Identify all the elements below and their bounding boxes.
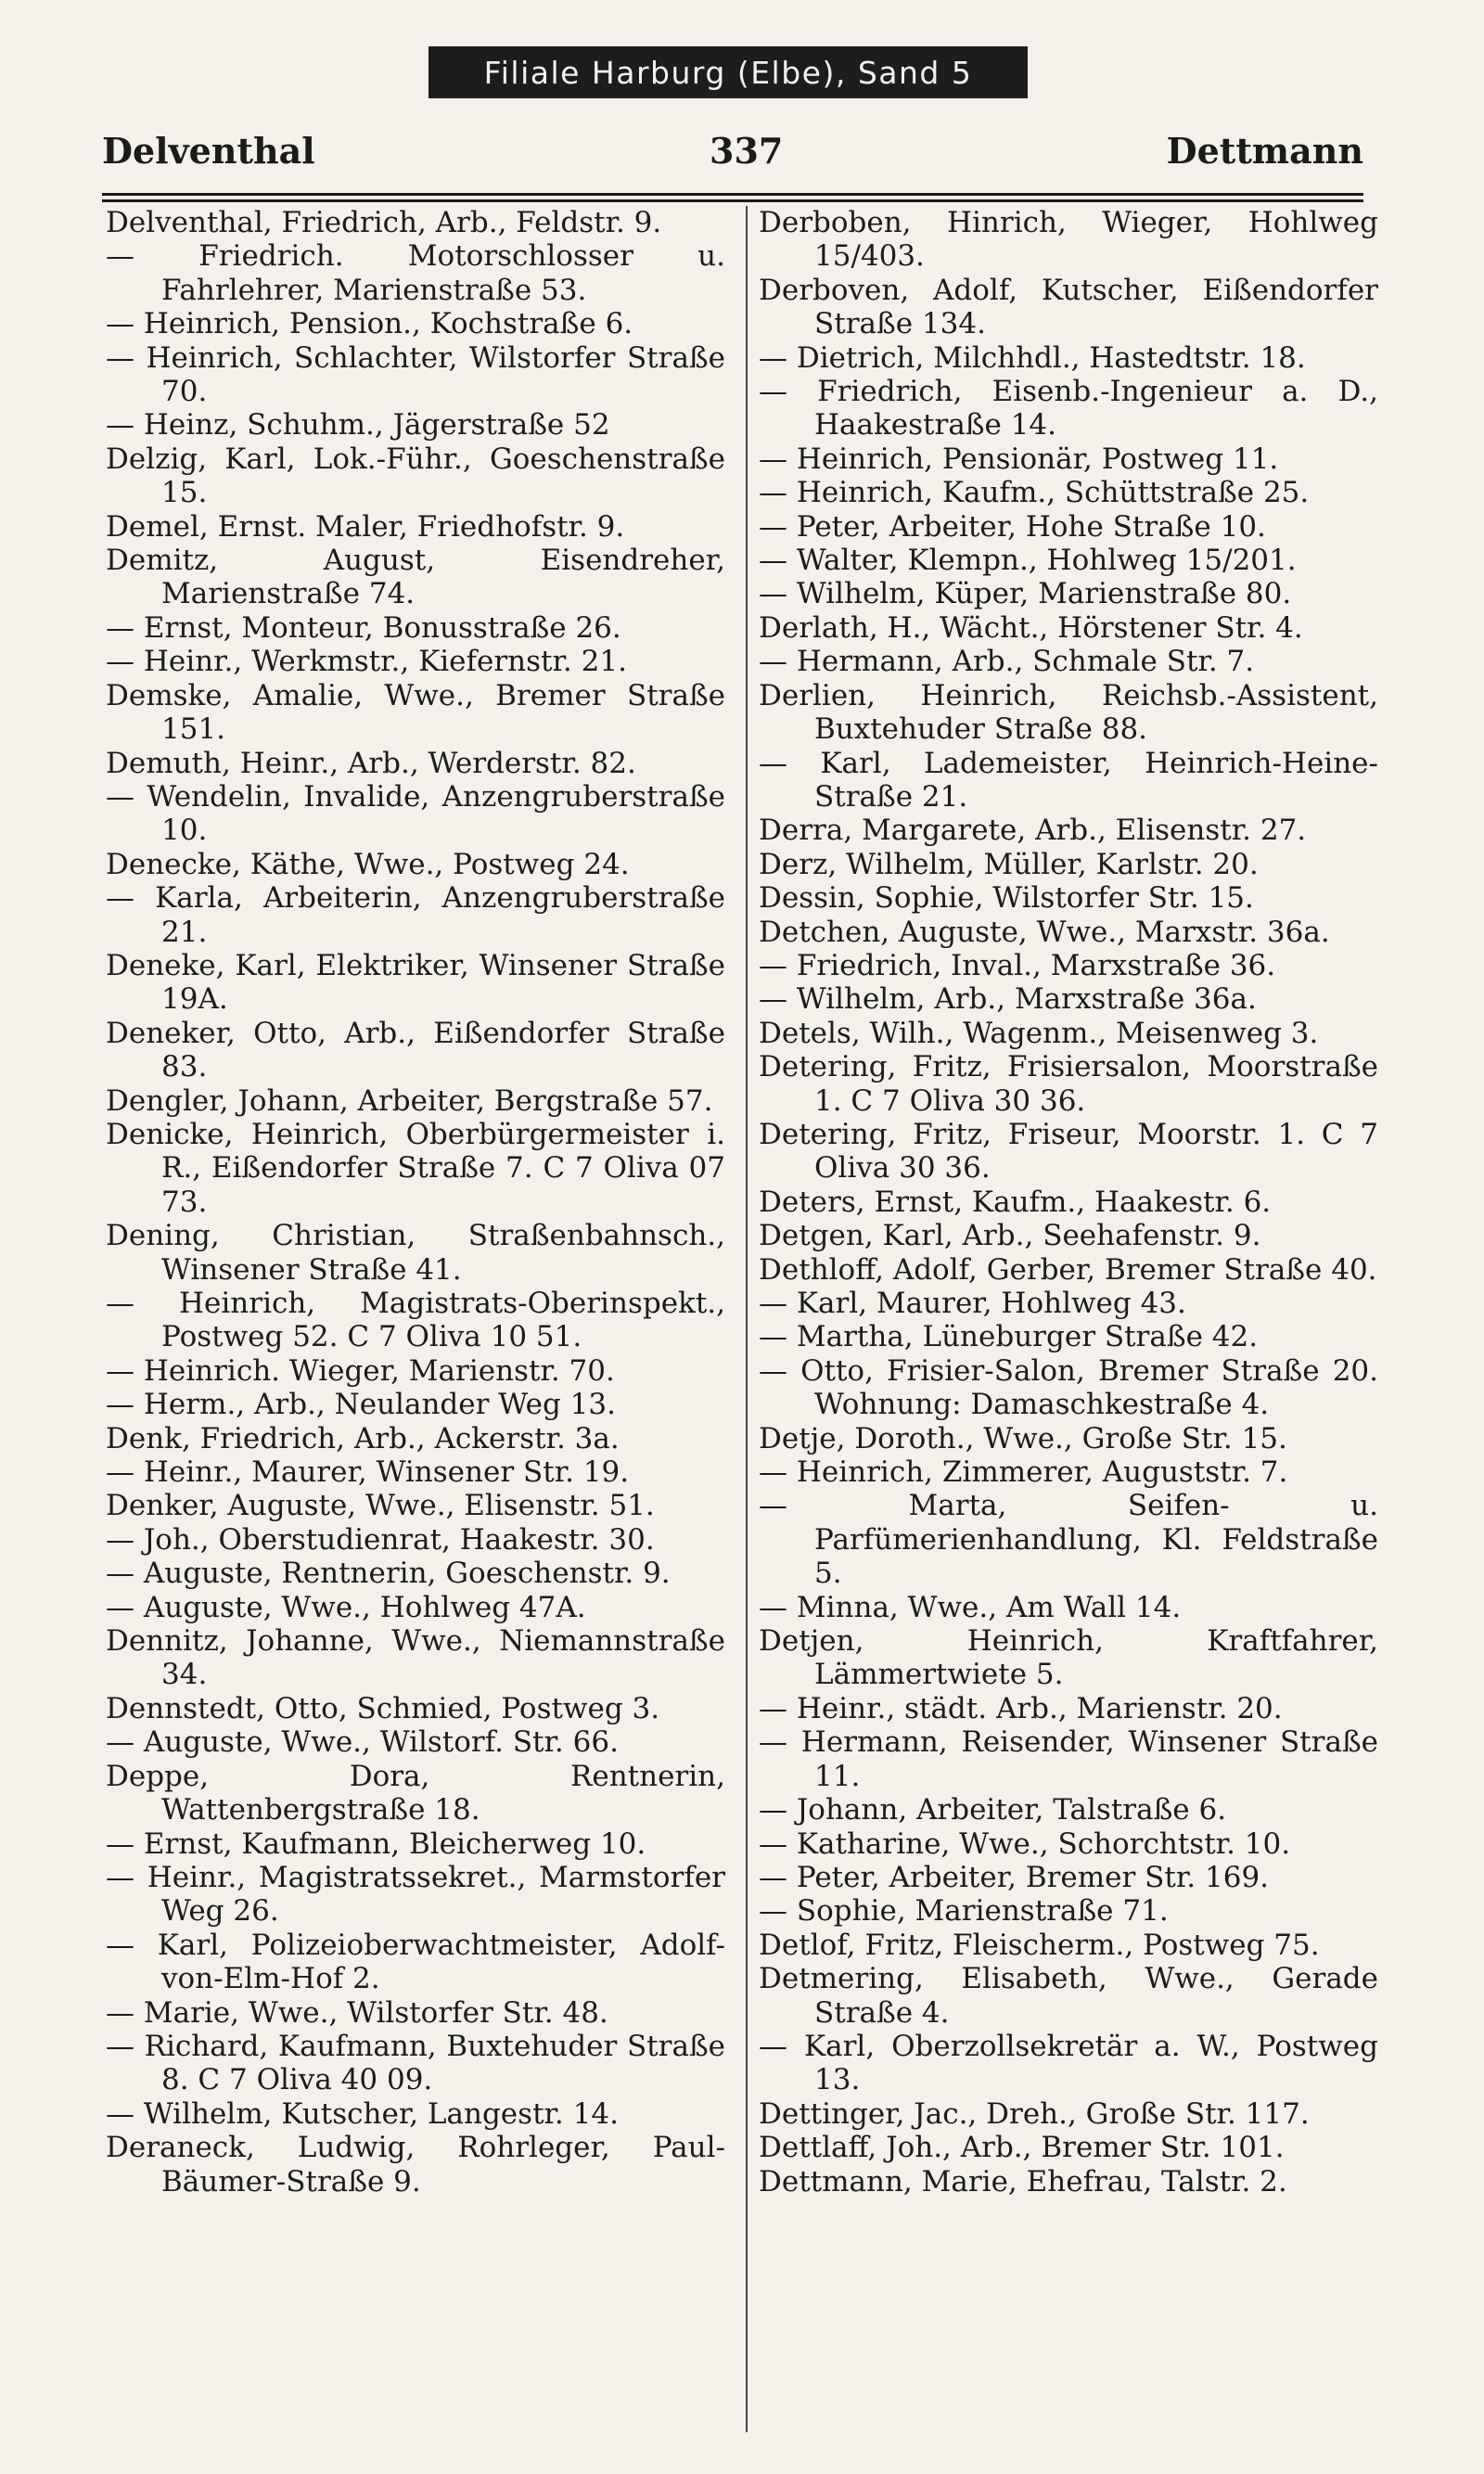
- directory-entry: Dettmann, Marie, Ehefrau, Talstr. 2.: [759, 2164, 1287, 2198]
- directory-entry: Deraneck, Ludwig, Rohrleger, Paul-Bäumer-Straße 9.: [106, 2131, 725, 2198]
- page-number: 337: [710, 130, 784, 172]
- directory-entry: — Karl, Polizeioberwachtmeister, Adolf-von-Elm-Hof 2.: [106, 1928, 725, 1996]
- directory-entry: — Heinr., Magistratssekret., Marmstorfer Weg 26.: [106, 1860, 725, 1929]
- directory-entry: — Wilhelm, Kutscher, Langestr. 14.: [106, 2096, 619, 2131]
- header-rule-top: [102, 193, 1363, 196]
- directory-entry: — Wilhelm, Küper, Marienstraße 80.: [759, 577, 1292, 611]
- directory-entry: Detering, Fritz, Friseur, Moorstr. 1. C 7 Oliva 30 36.: [759, 1117, 1378, 1186]
- directory-entry: Dessin, Sophie, Wilstorfer Str. 15.: [759, 881, 1254, 916]
- directory-entry: Dettinger, Jac., Dreh., Große Str. 117.: [759, 2096, 1310, 2131]
- directory-entry: — Sophie, Marienstraße 71.: [759, 1894, 1169, 1929]
- directory-entry: — Hermann, Reisender, Winsener Straße 11.: [759, 1725, 1378, 1793]
- directory-entry: — Heinrich, Pensionär, Postweg 11.: [759, 442, 1279, 476]
- directory-entry: Denecke, Käthe, Wwe., Postweg 24.: [106, 847, 630, 881]
- directory-entry: — Friedrich. Motorschlosser u. Fahrlehrer, Marienstraße 53.: [106, 239, 725, 307]
- directory-entry: Derboben, Hinrich, Wieger, Hohlweg 15/403.: [759, 206, 1378, 274]
- directory-entry: — Friedrich, Eisenb.-Ingenieur a. D., Haakestraße 14.: [759, 375, 1378, 442]
- directory-entry: — Otto, Frisier-Salon, Bremer Straße 20. Wohnung: Damaschkestraße 4.: [759, 1353, 1378, 1422]
- directory-entry: Detchen, Auguste, Wwe., Marxstr. 36a.: [759, 915, 1330, 949]
- directory-entry: Deneker, Otto, Arb., Eißendorfer Straße 83.: [106, 1016, 725, 1084]
- directory-entry: — Johann, Arbeiter, Talstraße 6.: [759, 1793, 1227, 1827]
- directory-entry: Dennitz, Johanne, Wwe., Niemannstraße 34.: [106, 1624, 725, 1692]
- directory-entry: Demske, Amalie, Wwe., Bremer Straße 151.: [106, 678, 725, 747]
- directory-entry: Denicke, Heinrich, Oberbürgermeister i. R., Eißendorfer Straße 7. C 7 Oliva 07 73.: [106, 1117, 725, 1219]
- directory-entry: Denker, Auguste, Wwe., Elisenstr. 51.: [106, 1489, 655, 1523]
- directory-entry: — Auguste, Wwe., Wilstorf. Str. 66.: [106, 1725, 619, 1760]
- directory-entry: Derra, Margarete, Arb., Elisenstr. 27.: [759, 814, 1307, 848]
- directory-entry: — Karl, Lademeister, Heinrich-Heine-Straße 21.: [759, 746, 1378, 814]
- directory-entry: — Karl, Oberzollsekretär a. W., Postweg 13.: [759, 2029, 1378, 2097]
- directory-entry: — Heinrich, Zimmerer, Auguststr. 7.: [759, 1455, 1288, 1490]
- branch-banner: Filiale Harburg (Elbe), Sand 5: [429, 46, 1028, 98]
- directory-entry: Deneke, Karl, Elektriker, Winsener Straße 19A.: [106, 948, 725, 1017]
- directory-entry: Detels, Wilh., Wagenm., Meisenweg 3.: [759, 1016, 1319, 1050]
- left-column: [106, 206, 725, 2198]
- directory-entry: — Ernst, Monteur, Bonusstraße 26.: [106, 610, 621, 645]
- directory-entry: — Karla, Arbeiterin, Anzengruberstraße 21.: [106, 881, 725, 949]
- directory-entry: — Wendelin, Invalide, Anzengruberstraße 10.: [106, 779, 725, 848]
- directory-entry: Delzig, Karl, Lok.-Führ., Goeschenstraße 15.: [106, 442, 725, 510]
- directory-entry: — Walter, Klempn., Hohlweg 15/201.: [759, 544, 1297, 578]
- directory-entry: — Minna, Wwe., Am Wall 14.: [759, 1590, 1182, 1624]
- directory-entry: Dening, Christian, Straßenbahnsch., Winsener Straße 41.: [106, 1219, 725, 1287]
- directory-entry: — Heinrich, Kaufm., Schüttstraße 25.: [759, 476, 1310, 510]
- directory-entry: — Herm., Arb., Neulander Weg 13.: [106, 1388, 616, 1422]
- directory-entry: Demel, Ernst. Maler, Friedhofstr. 9.: [106, 509, 625, 544]
- header-last-name: Dettmann: [1166, 130, 1363, 172]
- directory-entry: Delventhal, Friedrich, Arb., Feldstr. 9.: [106, 206, 662, 239]
- page-header: [102, 130, 1363, 186]
- directory-entry: Detering, Fritz, Frisiersalon, Moorstraße 1. C 7 Oliva 30 36.: [759, 1050, 1378, 1118]
- directory-entry: Derz, Wilhelm, Müller, Karlstr. 20.: [759, 847, 1259, 881]
- directory-entry: — Richard, Kaufmann, Buxtehuder Straße 8. C 7 Oliva 40 09.: [106, 2029, 725, 2097]
- directory-entry: — Katharine, Wwe., Schorchtstr. 10.: [759, 1827, 1291, 1861]
- directory-entry: Demitz, August, Eisendreher, Marienstraße 74.: [106, 544, 725, 611]
- directory-entry: — Auguste, Wwe., Hohlweg 47A.: [106, 1590, 586, 1624]
- directory-entry: — Peter, Arbeiter, Bremer Str. 169.: [759, 1860, 1270, 1894]
- column-divider: [746, 206, 748, 2432]
- directory-entry: Derboven, Adolf, Kutscher, Eißendorfer Straße 134.: [759, 273, 1378, 341]
- directory-entry: — Heinr., Werkmstr., Kiefernstr. 21.: [106, 645, 627, 679]
- directory-entry: — Heinrich, Schlachter, Wilstorfer Straße 70.: [106, 340, 725, 409]
- directory-entry: — Heinr., Maurer, Winsener Str. 19.: [106, 1455, 630, 1490]
- directory-entry: Dengler, Johann, Arbeiter, Bergstraße 57.: [106, 1083, 713, 1118]
- directory-entry: Dennstedt, Otto, Schmied, Postweg 3.: [106, 1691, 660, 1725]
- directory-entry: — Wilhelm, Arb., Marxstraße 36a.: [759, 982, 1257, 1017]
- header-rule-bottom: [102, 199, 1363, 202]
- directory-entry: Detlof, Fritz, Fleischerm., Postweg 75.: [759, 1928, 1320, 1962]
- directory-entry: — Heinrich, Magistrats-Oberinspekt., Postweg 52. C 7 Oliva 10 51.: [106, 1287, 725, 1354]
- directory-entry: — Heinz, Schuhm., Jägerstraße 52: [106, 408, 610, 442]
- directory-entry: Deppe, Dora, Rentnerin, Wattenbergstraße 18.: [106, 1759, 725, 1827]
- directory-entry: Derlien, Heinrich, Reichsb.-Assistent, Buxtehuder Straße 88.: [759, 678, 1378, 747]
- directory-entry: — Martha, Lüneburger Straße 42.: [759, 1320, 1259, 1354]
- directory-entry: Derlath, H., Wächt., Hörstener Str. 4.: [759, 610, 1303, 645]
- directory-entry: — Joh., Oberstudienrat, Haakestr. 30.: [106, 1522, 655, 1557]
- directory-entry: — Marie, Wwe., Wilstorfer Str. 48.: [106, 1995, 608, 2030]
- directory-entry: Detgen, Karl, Arb., Seehafenstr. 9.: [759, 1219, 1261, 1253]
- directory-entry: Denk, Friedrich, Arb., Ackerstr. 3a.: [106, 1421, 620, 1455]
- directory-entry: — Dietrich, Milchhdl., Hastedtstr. 18.: [759, 340, 1306, 375]
- directory-entry: Detje, Doroth., Wwe., Große Str. 15.: [759, 1421, 1287, 1455]
- directory-entry: — Heinr., städt. Arb., Marienstr. 20.: [759, 1691, 1283, 1725]
- directory-entry: — Heinrich. Wieger, Marienstr. 70.: [106, 1353, 615, 1388]
- directory-entry: — Auguste, Rentnerin, Goeschenstr. 9.: [106, 1557, 671, 1591]
- directory-entry: Dethloff, Adolf, Gerber, Bremer Straße 40.: [759, 1252, 1377, 1287]
- directory-entry: — Karl, Maurer, Hohlweg 43.: [759, 1287, 1186, 1320]
- directory-entry: Deters, Ernst, Kaufm., Haakestr. 6.: [759, 1185, 1272, 1219]
- directory-entry: — Peter, Arbeiter, Hohe Straße 10.: [759, 509, 1266, 544]
- directory-entry: Demuth, Heinr., Arb., Werderstr. 82.: [106, 746, 636, 780]
- directory-entry: — Hermann, Arb., Schmale Str. 7.: [759, 645, 1255, 679]
- directory-entry: — Ernst, Kaufmann, Bleicherweg 10.: [106, 1827, 646, 1861]
- right-column: [759, 206, 1378, 2198]
- directory-entry: — Marta, Seifen- u. Parfümerienhandlung, Kl. Feldstraße 5.: [759, 1489, 1378, 1591]
- directory-entry: — Heinrich, Pension., Kochstraße 6.: [106, 307, 633, 341]
- directory-entry: Detjen, Heinrich, Kraftfahrer, Lämmertwiete 5.: [759, 1624, 1378, 1692]
- directory-entry: — Friedrich, Inval., Marxstraße 36.: [759, 948, 1276, 982]
- header-first-name: Delventhal: [102, 130, 315, 172]
- directory-entry: Dettlaff, Joh., Arb., Bremer Str. 101.: [759, 2131, 1285, 2165]
- directory-entry: Detmering, Elisabeth, Wwe., Gerade Straße 4.: [759, 1962, 1378, 2030]
